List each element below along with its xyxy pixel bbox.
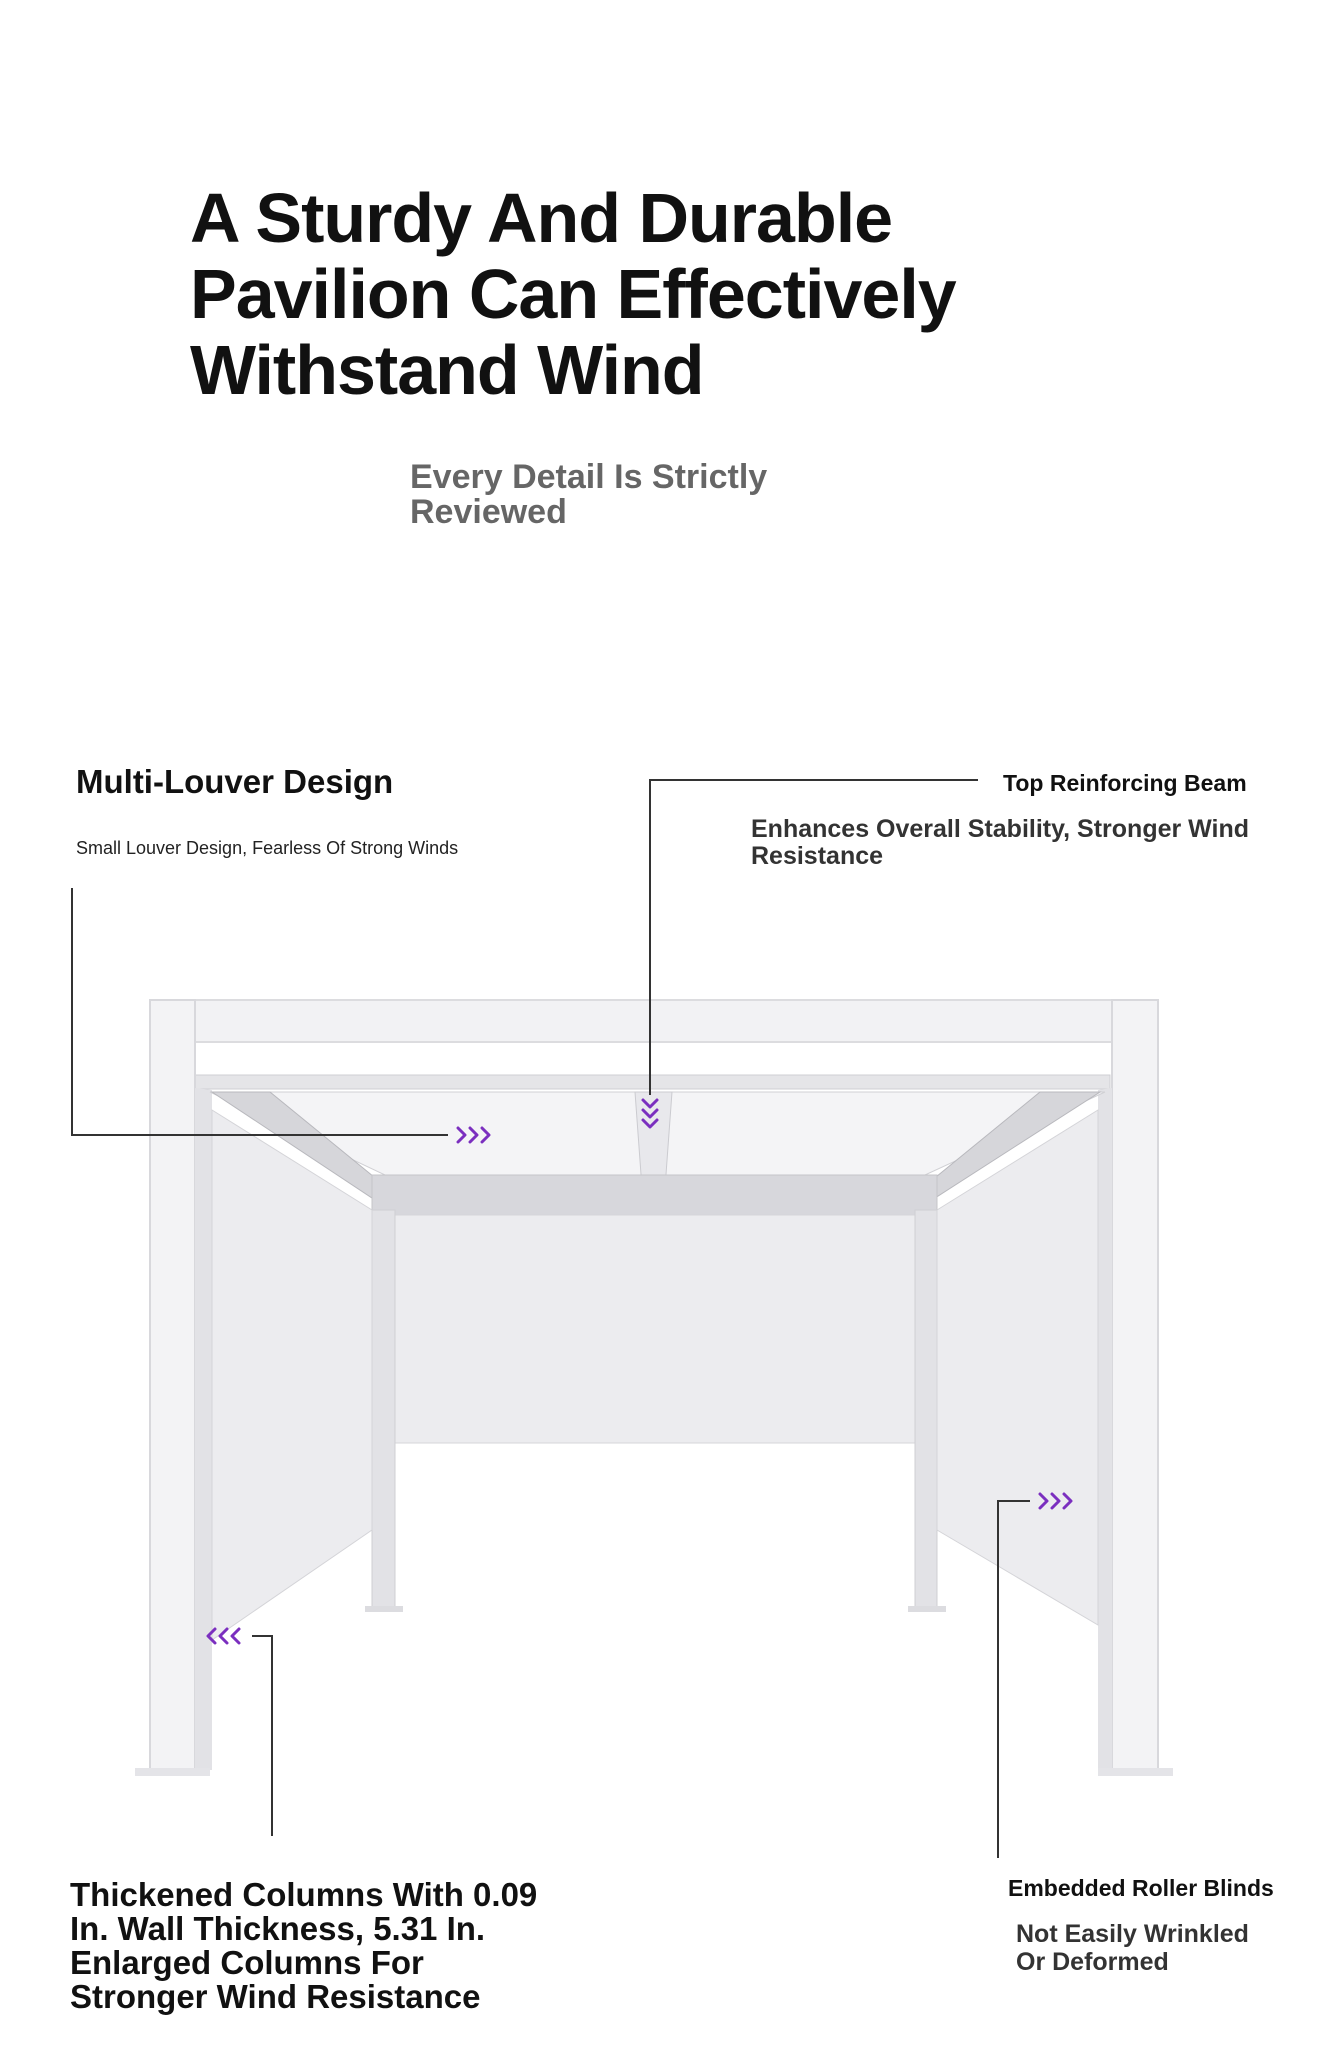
callout-columns-title: [70, 1878, 630, 2014]
left-side-blind: [212, 1110, 372, 1640]
callout-blinds-title: Embedded Roller Blinds: [1008, 1875, 1274, 1901]
callout-louver-desc: Small Louver Design, Fearless Of Strong Winds: [76, 838, 459, 858]
left-column-face: [195, 1088, 212, 1770]
callout-top-beam-title: Top Reinforcing Beam: [1003, 770, 1247, 796]
top-frame: [150, 1000, 1158, 1042]
subtitle-line: Every Detail Is Strictly: [410, 458, 768, 496]
right-column: [1112, 1000, 1158, 1770]
callout-columns-line: In. Wall Thickness, 5.31 In.: [70, 1910, 486, 1947]
title-line: Withstand Wind: [190, 331, 704, 409]
top-beam-bar: [195, 1075, 1110, 1089]
back-right-post: [915, 1210, 937, 1608]
callout-columns-line: Enlarged Columns For: [70, 1944, 424, 1981]
callout-top-beam-desc: Enhances Overall Stability, Stronger Wind Resistance: [751, 815, 1250, 870]
back-right-base: [908, 1606, 946, 1612]
right-side-blind: [937, 1110, 1098, 1625]
left-column: [150, 1000, 195, 1770]
back-blind: [395, 1215, 915, 1443]
title-line: A Sturdy And Durable: [190, 179, 893, 257]
right-base: [1098, 1768, 1173, 1776]
callout-columns-line: Stronger Wind Resistance: [70, 1978, 481, 2015]
callout-louver-title: Multi-Louver Design: [76, 763, 394, 800]
callout-blinds-desc: Not Easily Wrinkled Or Deformed: [1016, 1920, 1249, 1976]
subtitle-line: Reviewed: [410, 493, 567, 531]
left-base: [135, 1768, 210, 1776]
center-roof-beam: [635, 1092, 672, 1188]
right-column-face: [1098, 1088, 1112, 1770]
back-left-base: [365, 1606, 403, 1612]
back-left-post: [372, 1210, 395, 1608]
leader-line-columns: [252, 1636, 272, 1836]
title-line: Pavilion Can Effectively: [190, 255, 956, 333]
back-beam: [372, 1175, 937, 1215]
callout-columns-line: Thickened Columns With 0.09: [70, 1876, 538, 1913]
